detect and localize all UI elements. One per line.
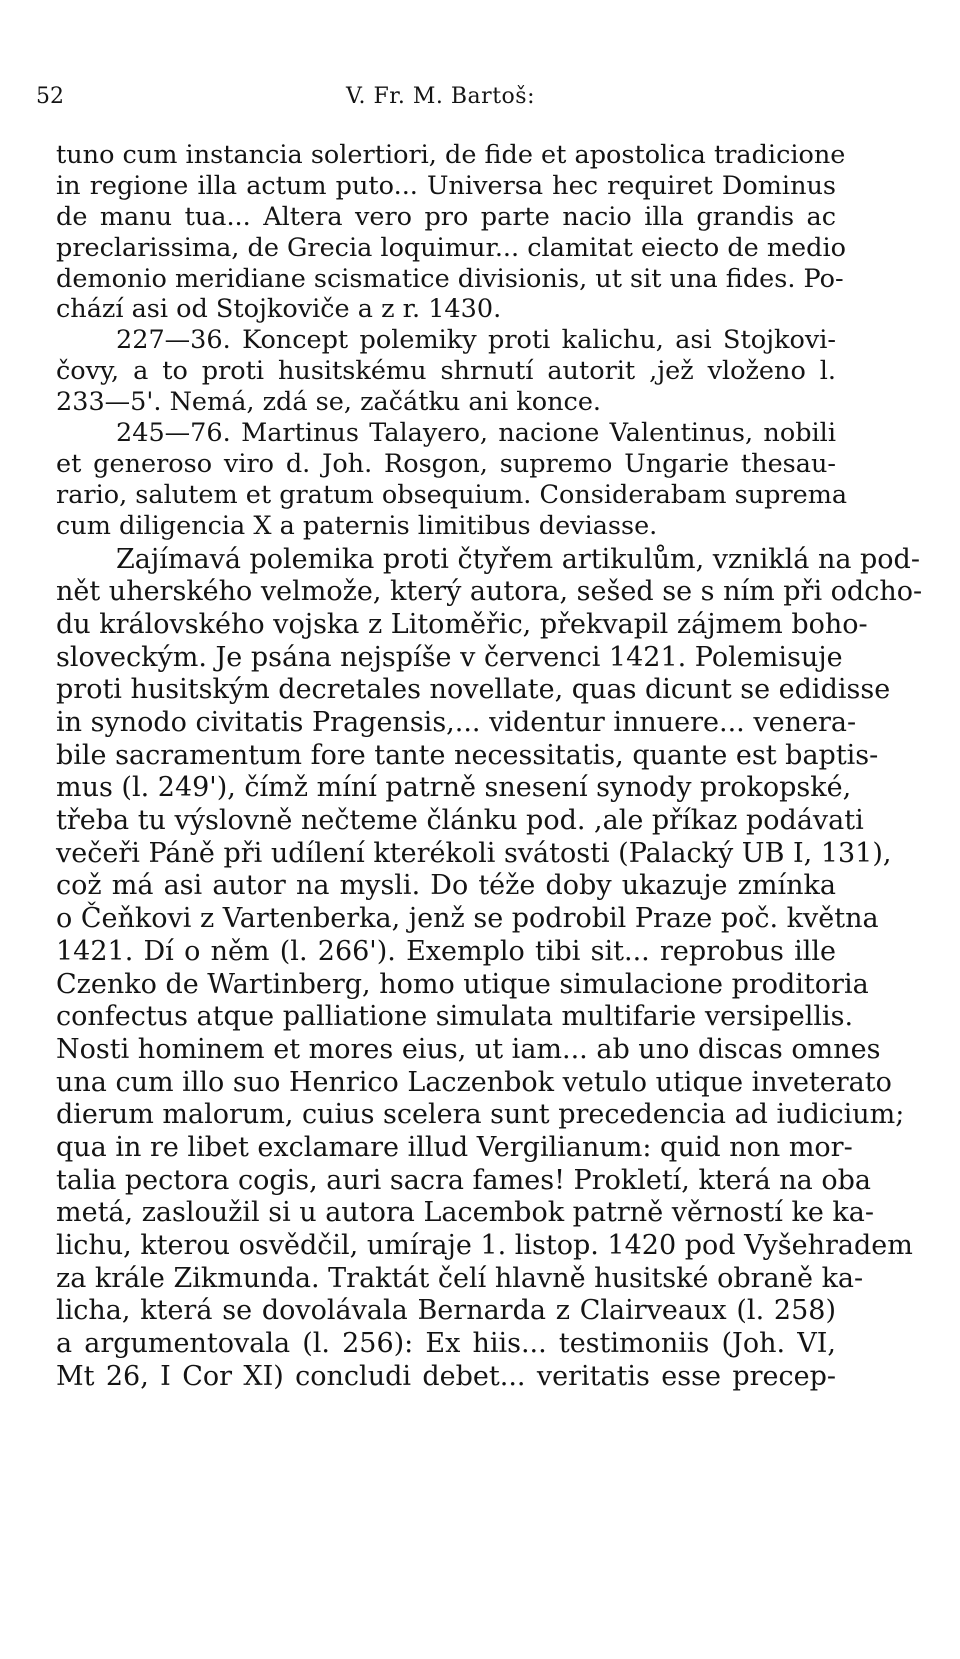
text-line: confectus atque palliatione simulata multifarie versipellis.	[56, 1001, 854, 1033]
text-line: qua in re libet exclamare illud Vergilianum: quid non mor-	[56, 1131, 853, 1163]
page-header	[36, 84, 856, 114]
text-line: proti husitským decretales novellate, quas dicunt se edidisse	[56, 674, 891, 706]
text-line: třeba tu výslovně nečteme článku pod. ,ale příkaz podávati	[56, 805, 864, 837]
running-head: V. Fr. M. Bartoš:	[346, 84, 535, 109]
text-line: a argumentovala (l. 256): Ex hiis... testimoniis (Joh. VI,	[56, 1328, 836, 1360]
text-line: mus (l. 249'), čímž míní patrně snesení synody prokopské,	[56, 772, 852, 804]
text-line: lichu, kterou osvědčil, umíraje 1. listop. 1420 pod Vyšehradem	[56, 1230, 913, 1262]
text-line: rario, salutem et gratum obsequium. Considerabam suprema	[56, 479, 848, 510]
text-line: což má asi autor na mysli. Do téže doby ukazuje zmínka	[56, 870, 836, 902]
text-line: večeři Páně při udílení kterékoli svátosti (Palacký UB I, 131),	[56, 837, 892, 869]
text-line: 1421. Dí o něm (l. 266'). Exemplo tibi sit... reprobus ille	[56, 935, 836, 967]
text-line: Mt 26, I Cor XI) concludi debet... veritatis esse precep-	[56, 1360, 836, 1392]
page-number: 52	[36, 84, 64, 109]
text-line: talia pectora cogis, auri sacra fames! Prokletí, která na oba	[56, 1164, 871, 1196]
text-line: chází asi od Stojkoviče a z r. 1430.	[56, 294, 502, 325]
text-line: Zajímavá polemika proti čtyřem artikulům, vzniklá na pod-	[116, 543, 920, 575]
text-line: et generoso viro d. Joh. Rosgon, supremo Ungarie thesau-	[56, 448, 836, 479]
text-line: demonio meridiane scismatice divisionis, ut sit una fides. Po-	[56, 263, 844, 294]
text-line: preclarissima, de Grecia loquimur... clamitat eiecto de medio	[56, 232, 846, 263]
text-line: 245—76. Martinus Talayero, nacione Valentinus, nobili	[116, 418, 836, 449]
text-line: za krále Zikmunda. Traktát čelí hlavně husitské obraně ka-	[56, 1262, 864, 1294]
text-line: cum diligencia X a paternis limitibus deviasse.	[56, 510, 658, 541]
text-line: una cum illo suo Henrico Laczenbok vetulo utique inveterato	[56, 1066, 892, 1098]
text-line: bile sacramentum fore tante necessitatis, quante est baptis-	[56, 739, 879, 771]
text-line: metá, zasloužil si u autora Lacembok patrně věrností ke ka-	[56, 1197, 874, 1229]
text-line: sloveckým. Je psána nejspíše v červenci 1421. Polemisuje	[56, 641, 843, 673]
text-line: 233—5'. Nemá, zdá se, začátku ani konce.	[56, 387, 602, 418]
text-line: dierum malorum, cuius scelera sunt precedencia ad iudicium;	[56, 1099, 905, 1131]
body-text	[56, 140, 923, 1393]
text-line: in synodo civitatis Pragensis,... videntur innuere... venera-	[56, 707, 857, 739]
text-line: in regione illa actum puto... Universa hec requiret Dominus	[56, 170, 836, 201]
text-line: licha, která se dovolávala Bernarda z Clairveaux (l. 258)	[56, 1295, 836, 1327]
text-line: Czenko de Wartinberg, homo utique simulacione proditoria	[56, 968, 869, 1000]
text-line: du královského vojska z Litoměřic, překvapil zájmem boho-	[56, 608, 868, 640]
text-line: čovy, a to proti husitskému shrnutí autorit ,jež vloženo l.	[56, 356, 836, 387]
text-line: nět uherského velmože, který autora, sešed se s ním při odcho-	[56, 576, 923, 608]
text-line: tuno cum instancia solertiori, de fide et apostolica tradicione	[56, 140, 846, 170]
text-line: 227—36. Koncept polemiky proti kalichu, asi Stojkovi-	[116, 325, 836, 356]
text-line: de manu tua... Altera vero pro parte nacio illa grandis ac	[56, 201, 836, 232]
text-line: Nosti hominem et mores eius, ut iam... ab uno discas omnes	[56, 1033, 881, 1065]
text-line: o Čeňkovi z Vartenberka, jenž se podrobil Praze poč. května	[56, 903, 879, 935]
